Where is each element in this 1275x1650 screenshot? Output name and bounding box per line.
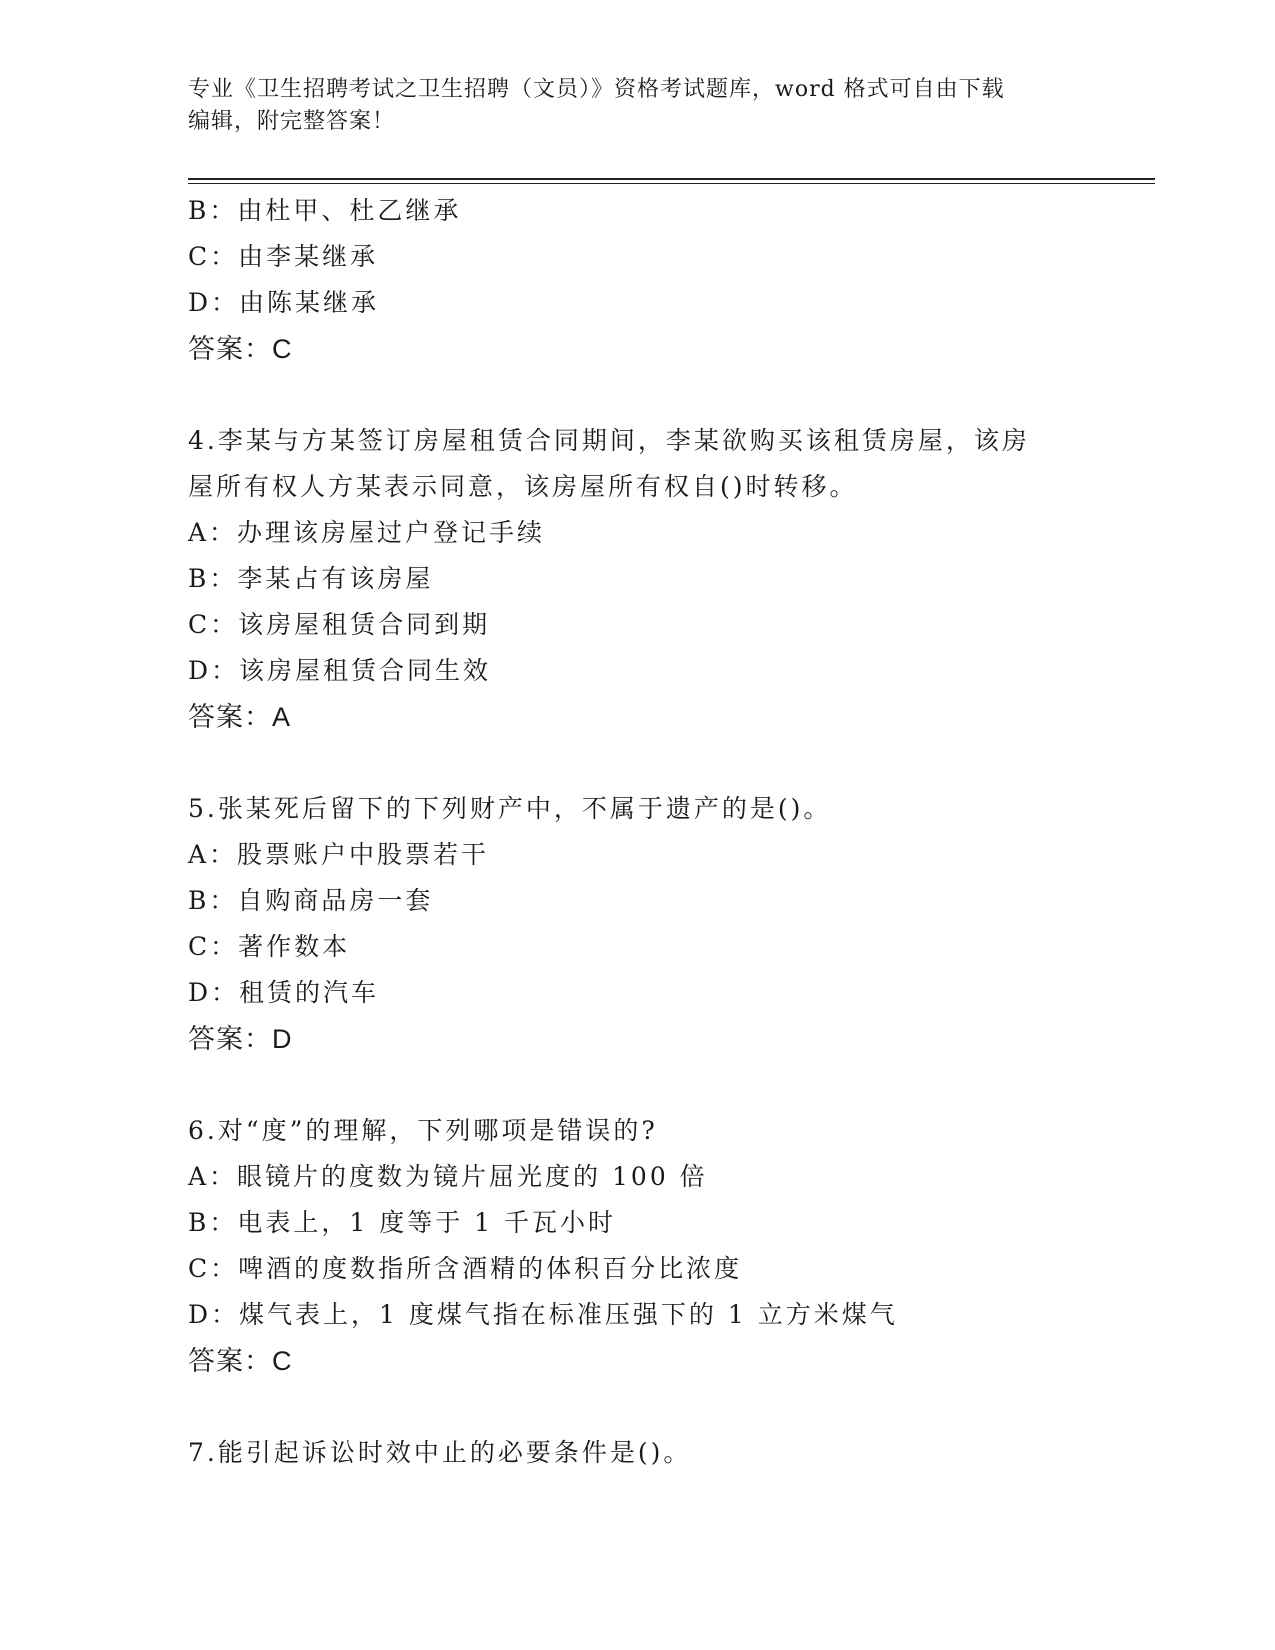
- question-5: [188, 786, 1088, 1062]
- option-b: B：由杜甲、杜乙继承: [188, 196, 462, 225]
- question-4: [188, 418, 1088, 740]
- option-c: C：由李某继承: [188, 242, 379, 271]
- header-line-1: 专业《卫生招聘考试之卫生招聘（文员）》资格考试题库，word 格式可自由下载: [188, 77, 1005, 102]
- question-6: [188, 1108, 1088, 1384]
- answer: 答案：C: [188, 334, 293, 364]
- option-c: C：该房屋租赁合同到期: [188, 610, 491, 639]
- question-7: [188, 1430, 1088, 1476]
- option-a: A：眼镜片的度数为镜片屈光度的 100 倍: [188, 1162, 708, 1191]
- question-3-tail: [188, 188, 1088, 372]
- question-list: [188, 188, 1088, 1476]
- document-header: [188, 74, 1088, 138]
- header-divider-thin: [188, 183, 1155, 184]
- question-stem: 7.能引起诉讼时效中止的必要条件是()。: [188, 1438, 692, 1467]
- question-stem: 6.对“度”的理解，下列哪项是错误的?: [188, 1116, 658, 1145]
- answer: 答案：D: [188, 1024, 293, 1054]
- header-line-2: 编辑，附完整答案！: [188, 109, 396, 134]
- question-stem-continued: 屋所有权人方某表示同意，该房屋所有权自()时转移。: [188, 472, 858, 501]
- option-d: D：由陈某继承: [188, 288, 380, 317]
- header-divider-thick: [188, 178, 1155, 180]
- option-d: D：煤气表上，1 度煤气指在标准压强下的 1 立方米煤气: [188, 1300, 898, 1329]
- option-d: D：租赁的汽车: [188, 978, 380, 1007]
- option-a: A：股票账户中股票若干: [188, 840, 490, 869]
- answer: 答案：A: [188, 702, 292, 732]
- answer: 答案：C: [188, 1346, 293, 1376]
- option-c: C：啤酒的度数指所含酒精的体积百分比浓度: [188, 1254, 743, 1283]
- option-d: D：该房屋租赁合同生效: [188, 656, 492, 685]
- question-stem: 5.张某死后留下的下列财产中，不属于遗产的是()。: [188, 794, 832, 823]
- option-c: C：著作数本: [188, 932, 351, 961]
- question-stem: 4.李某与方某签订房屋租赁合同期间，李某欲购买该租赁房屋，该房: [188, 426, 1030, 455]
- option-b: B：李某占有该房屋: [188, 564, 434, 593]
- option-a: A：办理该房屋过户登记手续: [188, 518, 546, 547]
- option-b: B：电表上，1 度等于 1 千瓦小时: [188, 1208, 617, 1237]
- option-b: B：自购商品房一套: [188, 886, 434, 915]
